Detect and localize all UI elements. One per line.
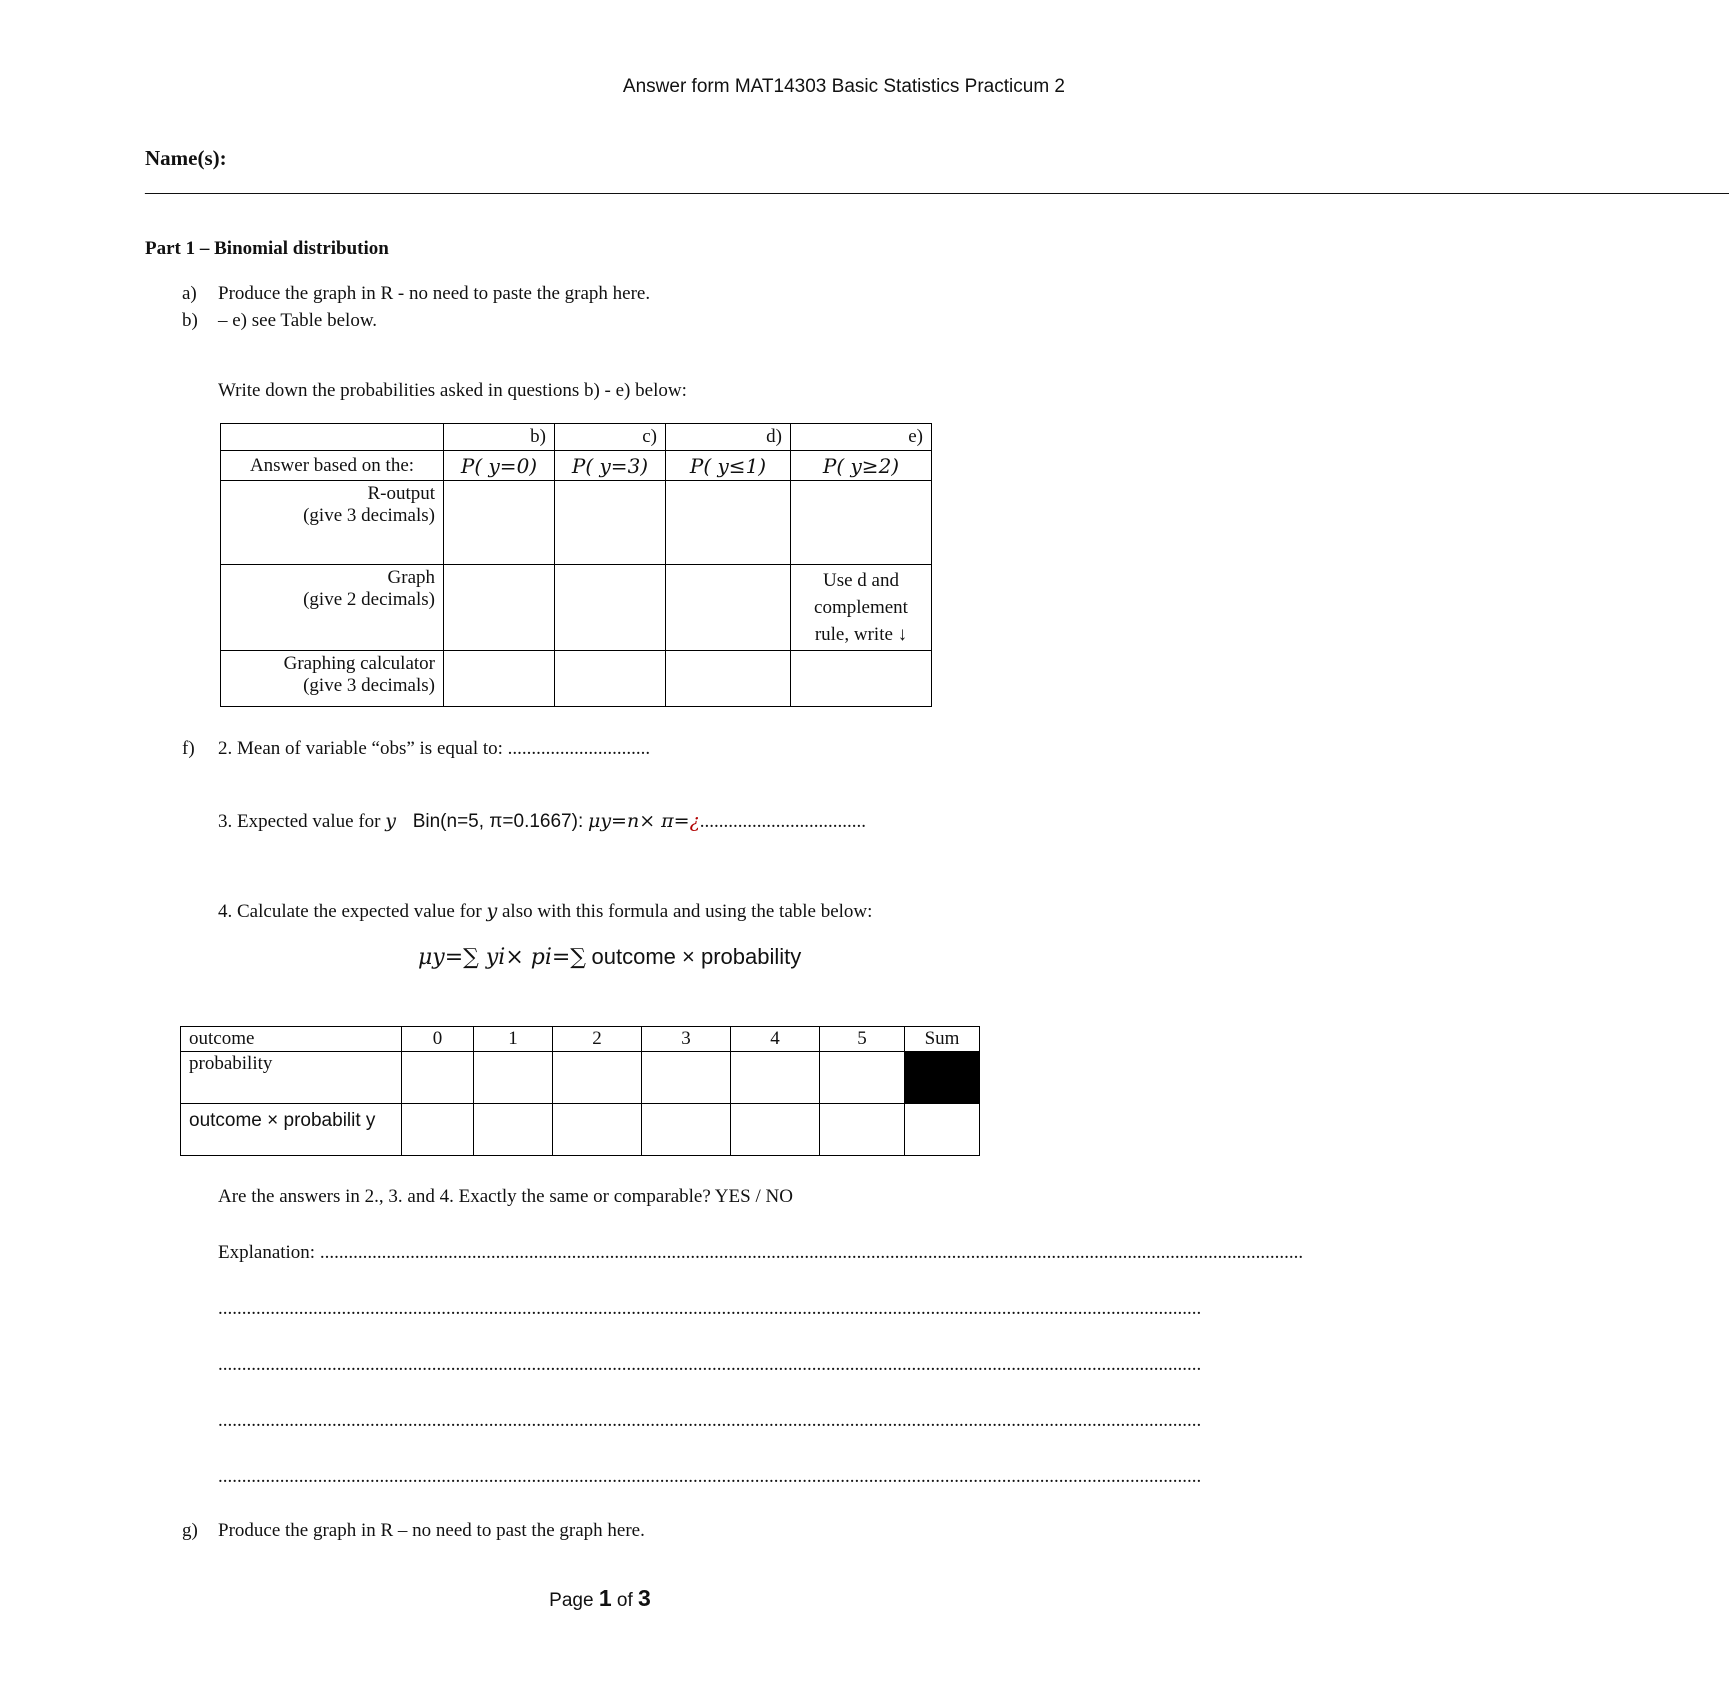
row-product-label: outcome × probabilit y [181, 1104, 402, 1156]
col-header-d: d) [666, 424, 791, 451]
product-cell[interactable] [474, 1104, 553, 1156]
table1-intro: Write down the probabilities asked in questions b) - e) below: [218, 380, 687, 401]
item-f-label: f) [182, 738, 195, 759]
answer-cell[interactable] [791, 481, 932, 565]
explanation-line[interactable]: ............................................................................................................................................................................................................... [218, 1298, 1202, 1319]
question-3-error-mark: ¿ [689, 810, 700, 832]
sum-blocked-cell [905, 1052, 980, 1104]
col-header-b: b) [444, 424, 555, 451]
row-probability-label: probability [181, 1052, 402, 1104]
product-cell[interactable] [642, 1104, 731, 1156]
sum-header: Sum [905, 1027, 980, 1052]
item-g-text: Produce the graph in R – no need to past the graph here. [218, 1520, 645, 1541]
explanation-line[interactable]: ............................................................................................................................................................................................................... [218, 1354, 1202, 1375]
footer-page-total: 3 [638, 1585, 651, 1611]
formula-right: outcome × probability [591, 944, 802, 969]
answer-cell[interactable] [791, 651, 932, 707]
outcome-value: 5 [820, 1027, 905, 1052]
answer-cell[interactable] [555, 651, 666, 707]
question-2: 2. Mean of variable “obs” is equal to: .............................. [218, 738, 651, 759]
product-cell[interactable] [820, 1104, 905, 1156]
probability-cell[interactable] [474, 1052, 553, 1104]
row-graph [221, 565, 444, 651]
answer-cell[interactable] [444, 565, 555, 651]
outcome-value: 2 [553, 1027, 642, 1052]
answer-cell[interactable] [444, 481, 555, 565]
item-g-label: g) [182, 1520, 198, 1541]
probability-cell[interactable] [553, 1052, 642, 1104]
outcome-value: 3 [642, 1027, 731, 1052]
product-cell[interactable] [553, 1104, 642, 1156]
product-cell[interactable] [402, 1104, 474, 1156]
compare-question: Are the answers in 2., 3. and 4. Exactly the same or comparable? YES / NO [218, 1186, 793, 1207]
name-line: ———————————————————————————————————————————————————————————————————————————————————————— [145, 182, 1729, 203]
probability-cell[interactable] [402, 1052, 474, 1104]
footer-of-word: of [616, 1590, 633, 1611]
product-cell[interactable] [731, 1104, 820, 1156]
row-r-output-label: R-output [367, 483, 435, 504]
name-label: Name(s): [145, 146, 227, 170]
outcome-value: 4 [731, 1027, 820, 1052]
explanation-line[interactable]: ............................................................................................................................................................................................................... [218, 1410, 1202, 1431]
outcome-value: 0 [402, 1027, 474, 1052]
answer-cell[interactable] [666, 651, 791, 707]
explanation-line[interactable] [218, 1242, 1304, 1264]
graph-e-note-line: rule, write ↓ [814, 624, 908, 645]
page-footer [0, 1585, 1200, 1612]
row-r-output-note: (give 3 decimals) [303, 505, 435, 526]
row-calculator-label: Graphing calculator [283, 653, 435, 674]
expected-value-formula [418, 944, 801, 970]
row-graph-note: (give 2 decimals) [303, 589, 435, 610]
answer-cell[interactable] [666, 565, 791, 651]
item-b-label: b) [182, 310, 198, 331]
page-header: Answer form MAT14303 Basic Statistics Practicum 2 [622, 76, 1065, 97]
item-a-text: Produce the graph in R - no need to paste the graph here. [218, 283, 651, 304]
row-header-label: Answer based on the: [221, 451, 444, 481]
probabilities-table [220, 423, 932, 707]
question-3-answer-dots: ................................... [699, 811, 867, 832]
prob-c: P( y=3) [555, 451, 666, 481]
question-4-text: 4. Calculate the expected value for [218, 901, 482, 922]
item-b-text: – e) see Table below. [218, 310, 378, 331]
footer-page-number: 1 [598, 1585, 612, 1611]
explanation-label: Explanation: [218, 1242, 316, 1263]
explanation-line[interactable]: ............................................................................................................................................................................................................... [218, 1466, 1202, 1487]
graph-e-note-line: complement [814, 597, 908, 618]
graph-e-note [791, 565, 932, 651]
part1-title: Part 1 – Binomial distribution [145, 238, 389, 259]
row-graph-label: Graph [387, 567, 435, 588]
graph-e-note-line: Use d and [823, 570, 899, 591]
row-r-output [221, 481, 444, 565]
expected-value-table [180, 1026, 980, 1156]
probability-cell[interactable] [642, 1052, 731, 1104]
row-outcome-label: outcome [181, 1027, 402, 1052]
prob-e: P( y≥2) [791, 451, 932, 481]
probability-cell[interactable] [731, 1052, 820, 1104]
question-3-text: 3. Expected value for [218, 811, 381, 832]
question-4 [218, 900, 872, 923]
row-calculator-note: (give 3 decimals) [303, 675, 435, 696]
col-header-c: c) [555, 424, 666, 451]
prob-b: P( y=0) [444, 451, 555, 481]
item-a-label: a) [182, 283, 197, 304]
question-3-formula: μy=n× π= [587, 810, 690, 832]
prob-d: P( y≤1) [666, 451, 791, 481]
sum-cell[interactable] [905, 1104, 980, 1156]
answer-cell[interactable] [666, 481, 791, 565]
outcome-value: 1 [474, 1027, 553, 1052]
question-3-distribution: Bin(n=5, π=0.1667): [412, 811, 584, 832]
answer-cell[interactable] [444, 651, 555, 707]
col-header-e: e) [791, 424, 932, 451]
answer-cell[interactable] [555, 481, 666, 565]
question-3 [218, 810, 866, 833]
probability-cell[interactable] [820, 1052, 905, 1104]
table1-corner [221, 424, 444, 451]
answer-cell[interactable] [555, 565, 666, 651]
footer-page-word: Page [549, 1590, 594, 1611]
question-4-rest: also with this formula and using the table below: [502, 901, 873, 922]
formula-left: μy=∑ yi× pi=∑ [418, 945, 587, 970]
question-4-variable: y [486, 900, 498, 922]
explanation-dots: ............................................................................................................................................................................................................... [319, 1242, 1304, 1263]
question-3-variable: y [385, 810, 396, 832]
row-calculator [221, 651, 444, 707]
